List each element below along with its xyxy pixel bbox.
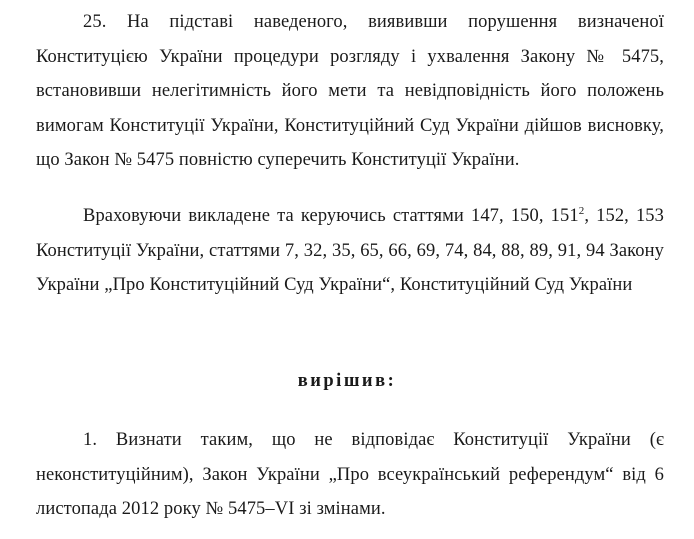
paragraph-25: 25. На підставі наведеного, виявивши порушення визначеної Конституцією України процедури розгляду і ухвалення Закону № 5475, встановивши нелегітимність його мети та невідповідність його положень вимогам Конституції України, Конституційний Суд України дійшов висновку, що Закон № 5475 повністю суперечить Конституції України. bbox=[36, 12, 664, 170]
article-superscript: 2 bbox=[578, 204, 585, 217]
considering-text-start: Враховуючи викладене та керуючись статтями 147, 150, 151 bbox=[83, 206, 579, 226]
considering-text-end: , 152, 153 Конституції України, статтями 7, 32, 35, 65, 66, 69, 74, 84, 88, 89, 91, 94 Закону України „Про Конституційний Суд України“, Конституційний Суд України bbox=[36, 206, 665, 295]
considering-paragraph bbox=[36, 199, 664, 303]
decision-item-1: 1. Визнати таким, що не відповідає Конституції України (є неконституційним), Закон України „Про всеукраїнський референдум“ від 6 листопада 2012 року № 5475–VI зі змінами. bbox=[36, 430, 664, 519]
decided-heading: вирішив: bbox=[297, 371, 397, 391]
